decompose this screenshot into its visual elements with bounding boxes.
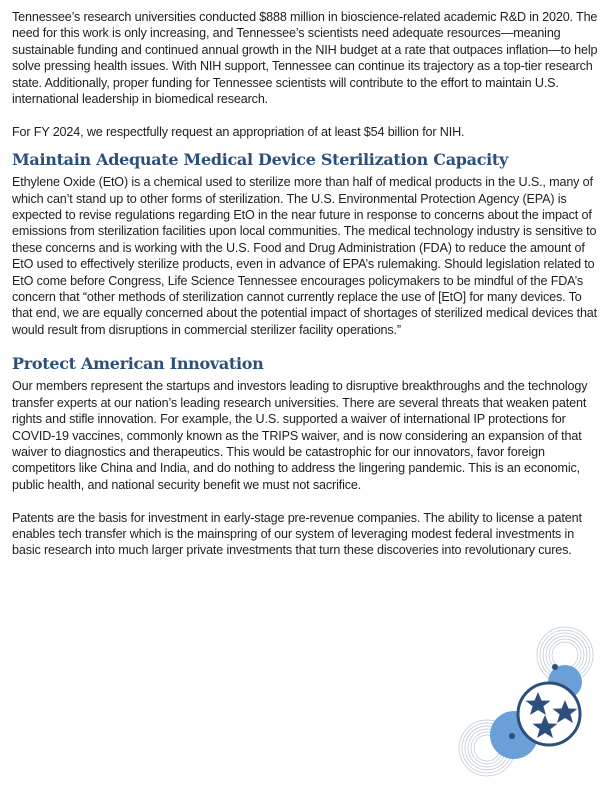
innovation-paragraph: Our members represent the startups and investors leading to disruptive breakthroughs and the technology transfer experts at our nation’s leading research universities. There are several threats that weaken patent rights and stifle innovation. For example, the U.S. supported a waiver of international IP protections for COVID-19 vaccines, commonly known as the TRIPS waiver, and is now considering an expansion of that waiver to diagnostics and therapeutics. This would be catastrophic for our innovators, favor foreign competitors like China and India, and do nothing to address the lingering pandemic. This is an economic, public health, and national security benefit we must not sacrifice. xyxy=(12,379,588,492)
tennessee-tri-star-icon xyxy=(455,620,612,791)
section-heading-innovation: Protect American Innovation xyxy=(12,354,264,374)
patents-paragraph: Patents are the basis for investment in early-stage pre-revenue companies. The ability to license a patent enables tech transfer which is the mainspring of our system of leveraging modest federal investments in basic research into much larger private investments that turn these discoveries into revolutionary cures. xyxy=(12,510,582,558)
section-heading-sterilization: Maintain Adequate Medical Device Sterilization Capacity xyxy=(12,150,509,170)
upper-dot xyxy=(552,664,558,670)
intro-paragraph: Tennessee’s research universities conducted $888 million in bioscience-related academic R&D in 2020. The need for this work is only increasing, and Tennessee’s scientists need adequate resources—meaning sustainable funding and continued annual growth in the NIH budget at a rate that outpaces inflation—to help solve pressing health issues. With NIH support, Tennessee can continue its trajectory as a top-tier research state. Additionally, proper funding for Tennessee scientists will contribute to the effort to maintain U.S. international leadership in biomedical research. xyxy=(12,10,598,107)
paragraph-gap xyxy=(12,107,602,123)
sterilization-paragraph: Ethylene Oxide (EtO) is a chemical used to sterilize more than half of medical products in the U.S., many of which can’t stand up to other forms of sterilization. The U.S. Environmental Protection Agency (EPA) is expected to revise regulations regarding EtO in the near future in response to concerns about the impact of emissions from sterilization facilities upon local communities. The medical technology industry is sensitive to these concerns and is working with the U.S. Food and Drug Administration (FDA) to reduce the amount of EtO used to effectively sterilize products, even in advance of EPA’s rulemaking. Should legislation related to EtO come before Congress, Life Science Tennessee encourages policymakers to be mindful of the FDA’s concern that “other methods of sterilization cannot currently replace the use of [EtO] for many devices. To that end, we are equally concerned about the potential impact of shortages of sterilized medical devices that would result from disruptions in commercial sterilizer facility operations.” xyxy=(12,175,598,337)
lower-dot xyxy=(509,733,515,739)
paragraph-gap xyxy=(12,493,602,509)
document-page xyxy=(12,9,602,559)
funding-request-paragraph: For FY 2024, we respectfully request an appropriation of at least $54 billion for NIH. xyxy=(12,124,465,139)
